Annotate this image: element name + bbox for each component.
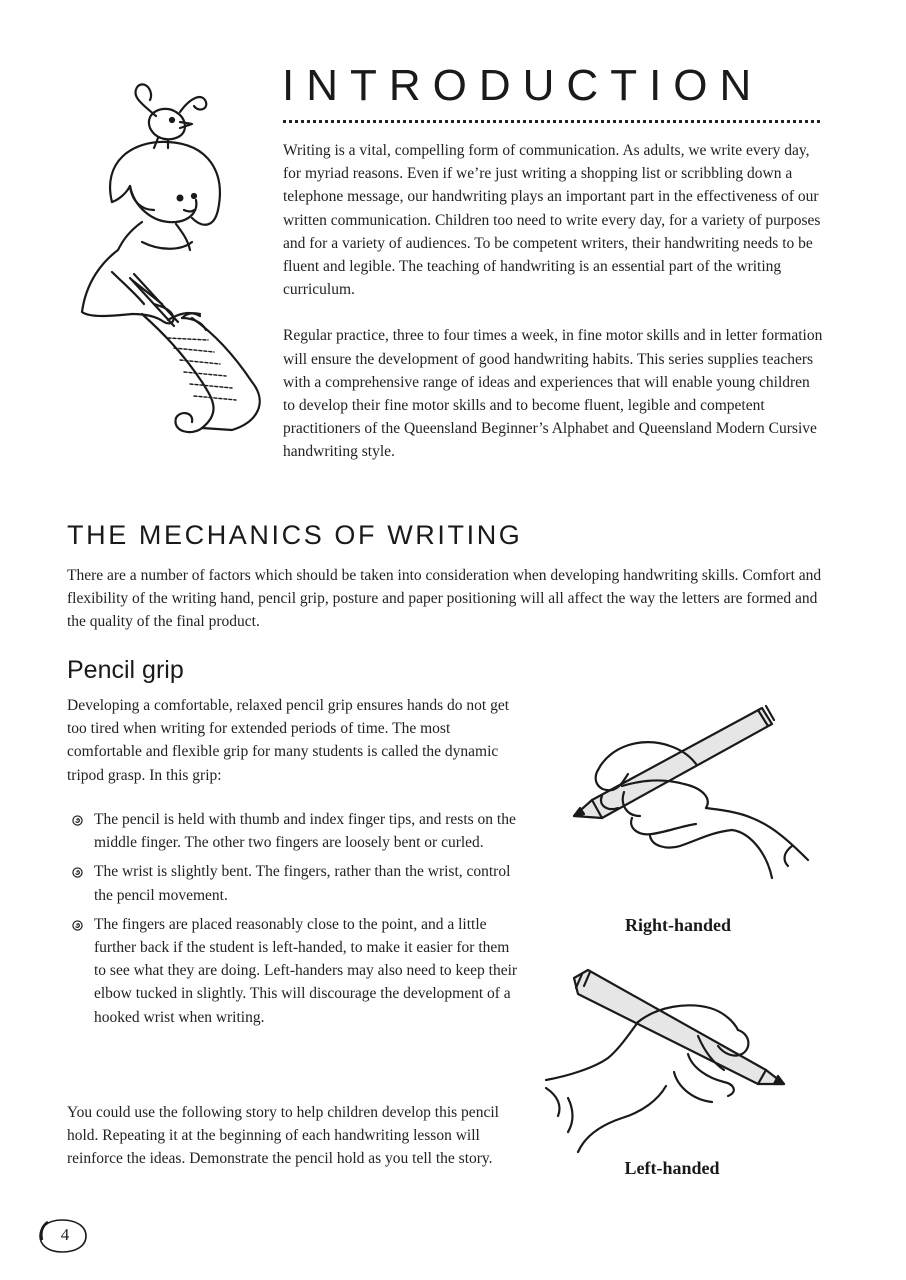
swirl-bullet-icon [72, 815, 83, 826]
page-number: 4 [60, 1225, 70, 1244]
caption-right-handed: Right-handed [624, 915, 732, 935]
dotted-divider [283, 120, 820, 123]
list-item [70, 860, 520, 906]
mechanics-body: There are a number of factors which should be taken into consideration when developing handwriting skills. Comfort and flexibility of the writing hand, pencil grip, posture and paper positioning will all affect the way the letters are formed and the quality of the final product. [67, 567, 822, 631]
swirl-bullet-icon [72, 867, 83, 878]
bullet-text: The fingers are placed reasonably close to the point, and a little further back if the student is left-handed, to make it easier for them to see what they are doing. Left-handers may also need to keep their elbow tucked in slightly. This will discourage the development of a hooked wrist when writing. [94, 915, 518, 1026]
introduction-body [283, 139, 823, 487]
grip-bullet-list [70, 808, 520, 1035]
left-hand-pencil-icon [538, 966, 798, 1156]
pencil-grip-outro: You could use the following story to help children develop this pencil hold. Repeating it at the beginning of each handwriting lesson will reinforce the ideas. Demonstrate the pencil hold as you tell the story. [67, 1104, 499, 1168]
swirl-bullet-icon [72, 920, 83, 931]
intro-paragraph-2: Regular practice, three to four times a week, in fine motor skills and in letter formation will ensure the development of good handwriting habits. This series supplies teachers with a comprehensive range of ideas and experiences that will enable young children to develop their fine motor skills and to become fluent, legible and competent practitioners of the Queensland Beginner’s Alphabet and Queensland Modern Cursive handwriting style. [283, 327, 823, 461]
caption-left-handed: Left-handed [624, 1158, 720, 1178]
bullet-text: The wrist is slightly bent. The fingers, rather than the wrist, control the pencil movement. [94, 863, 511, 904]
list-item [70, 808, 520, 854]
list-item [70, 913, 520, 1029]
introduction-title: INTRODUCTION [282, 61, 764, 110]
mechanics-title: THE MECHANICS OF WRITING [67, 520, 523, 550]
child-writing-illustration [72, 82, 272, 444]
intro-paragraph-1: Writing is a vital, compelling form of communication. As adults, we write every day, for myriad reasons. Even if we’re just writing a shopping list or scribbling down a telephone message, our handwriting plays an important part in the effectiveness of our written communication. Children too need to write every day, for a variety of purposes and for a variety of audiences. To be competent writers, their handwriting needs to be fluent and legible. The teaching of handwriting is an essential part of the writing curriculum. [283, 142, 821, 299]
bullet-text: The pencil is held with thumb and index finger tips, and rests on the middle finger. The other two fingers are loosely bent or curled. [94, 811, 516, 852]
right-hand-pencil-icon [562, 700, 822, 900]
pencil-grip-intro: Developing a comfortable, relaxed pencil grip ensures hands do not get too tired when writing for extended periods of time. The most comfortable and flexible grip for many students is called the dynamic tripod grasp. In this grip: [67, 697, 510, 784]
pencil-grip-title: Pencil grip [67, 656, 184, 684]
